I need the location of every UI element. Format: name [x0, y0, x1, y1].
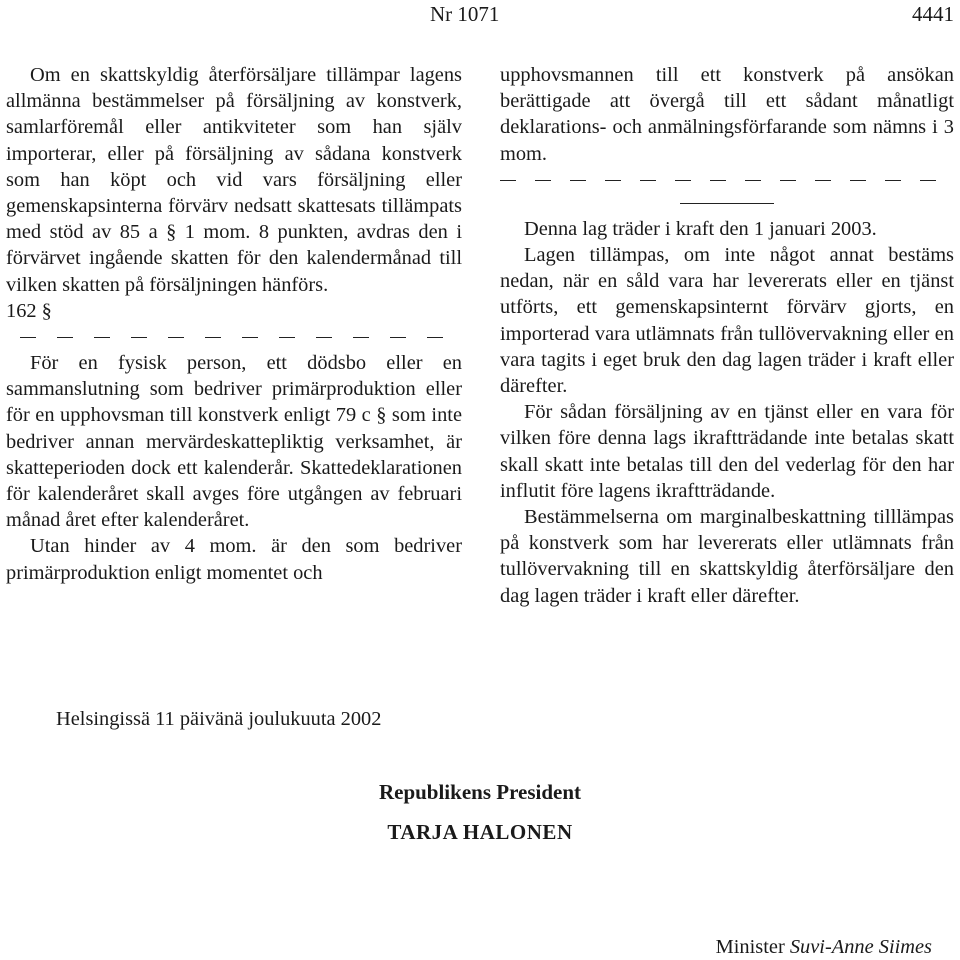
minister-label: Minister: [715, 936, 785, 958]
omission-dashes: [20, 324, 462, 350]
paragraph: upphovsmannen till ett konstverk på ansökan berättigade att övergå till ett sådant månatligt deklarations- och anmälningsförfarande som nämns i 3 mom.: [500, 64, 954, 165]
paragraph: Lagen tillämpas, om inte något annat bestäms nedan, när en såld vara har levererats eller en tjänst utförts, ett gemenskapsinternt förvärv gjorts, en importerad vara utlämnats från tullövervakning eller en vara tagits i eget bruk den dag lagen träder i kraft eller därefter.: [500, 244, 954, 398]
separator-rule: [680, 203, 774, 204]
right-column: [500, 62, 954, 609]
signatory-name: TARJA HALONEN: [387, 820, 573, 844]
paragraph: Om en skattskyldig återförsäljare tillämpar lagens allmänna bestämmelser på försäljning av konstverk, samlarföremål eller antikviteter som han själv importerar, eller på försäljning av sådana konstverk som han köpt och vid vars försäljning eller gemenskapsinterna förvärv nedsatt skattesats tillämpats med stöd av 85 a § 1 mom. 8 punkten, avdras den i förvärvet ingående skatten för den kalendermånad till vilken skatten på försäljningen hänförs.: [6, 64, 462, 296]
place-date: Helsingissä 11 päivänä joulukuuta 2002: [56, 708, 382, 730]
paragraph: För en fysisk person, ett dödsbo eller en sammanslutning som bedriver primärproduktion eller för en upphovsman till konstverk enligt 79 c § som inte bedriver annan mervärdeskattepliktig verksamhet, är skatteperioden dock ett kalenderår. Skattedeklarationen för kalenderåret skall avges före utgången av februari månad året efter kalenderåret.: [6, 352, 462, 532]
left-column: [6, 62, 462, 586]
paragraph: Bestämmelserna om marginalbeskattning tilllämpas på konstverk som har levererats eller utlämnats från tullövervakning till en skattskyldig återförsäljare den dag lagen träder i kraft eller därefter.: [500, 506, 954, 607]
paragraph: Utan hinder av 4 mom. är den som bedriver primärproduktion enligt momentet och: [6, 535, 462, 584]
issue-number: Nr 1071: [430, 2, 500, 26]
minister-line: [716, 936, 932, 959]
section-heading: 162 §: [6, 299, 52, 322]
paragraph: Denna lag träder i kraft den 1 januari 2003.: [524, 217, 877, 240]
paragraph: För sådan försäljning av en tjänst eller en vara för vilken före denna lags ikraftträdande inte betalas skatt skall skatt inte betalas till den del vederlag för den har influtit före lagens ikraftträdande.: [500, 401, 954, 502]
minister-name: Suvi-Anne Siimes: [789, 936, 932, 958]
omission-dashes: [500, 167, 954, 189]
signatory-title: Republikens President: [378, 780, 582, 804]
page-number: 4441: [912, 2, 954, 26]
